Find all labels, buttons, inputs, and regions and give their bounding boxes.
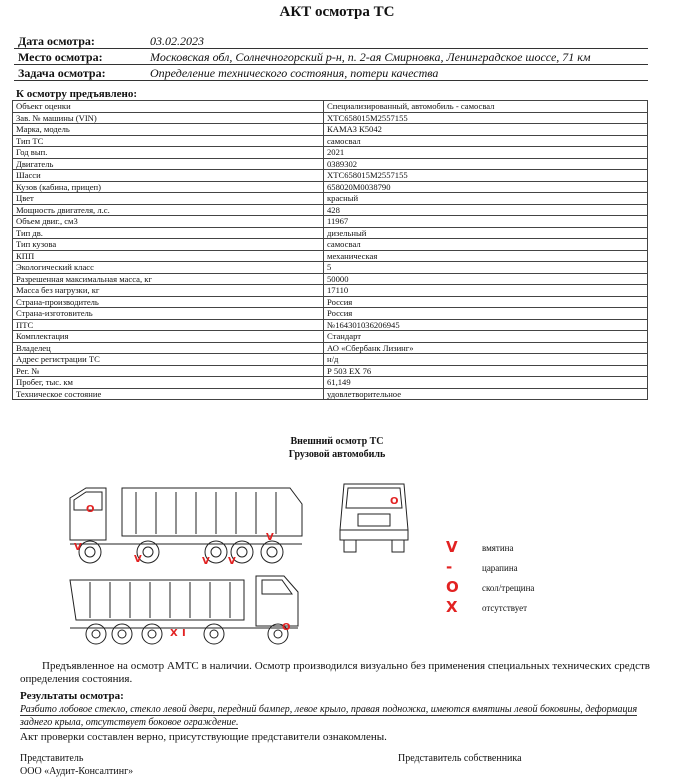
results-label: Результаты осмотра: bbox=[20, 690, 124, 702]
table-row bbox=[13, 204, 648, 216]
mark-chip: O bbox=[390, 496, 399, 507]
property-name: Зав. № машины (VIN) bbox=[13, 112, 324, 124]
property-name: Владелец bbox=[13, 342, 324, 354]
property-name: Тип кузова bbox=[13, 239, 324, 251]
property-name: Масса без нагрузки, кг bbox=[13, 285, 324, 297]
intro-paragraph: Предъявленное на осмотр АМТС в наличии. Осмотр производился визуально без применения специальных технических средств определения состояния. bbox=[20, 660, 650, 685]
table-row bbox=[13, 227, 648, 239]
property-value: XTC658015M2557155 bbox=[324, 112, 648, 124]
table-row bbox=[13, 170, 648, 182]
header-value: Определение технического состояния, потери качества bbox=[150, 66, 439, 80]
property-value: 2021 bbox=[324, 147, 648, 159]
header-row bbox=[14, 34, 648, 49]
header-label: Место осмотра: bbox=[18, 50, 103, 64]
property-name: Страна-изготовитель bbox=[13, 308, 324, 320]
mark-dent: V bbox=[266, 532, 274, 543]
property-value: 17110 bbox=[324, 285, 648, 297]
property-value: Специализированный, автомобиль - самосвал bbox=[324, 101, 648, 113]
sign-left-title: Представитель bbox=[20, 753, 84, 764]
legend-symbol: O bbox=[446, 578, 459, 596]
sign-right-title: Представитель собственника bbox=[398, 753, 522, 764]
property-value: №164301036206945 bbox=[324, 319, 648, 331]
property-value: Стандарт bbox=[324, 331, 648, 343]
table-row bbox=[13, 250, 648, 262]
mark-dent: I bbox=[182, 628, 186, 639]
property-name: Рег. № bbox=[13, 365, 324, 377]
properties-table bbox=[12, 100, 648, 400]
table-row bbox=[13, 239, 648, 251]
table-row bbox=[13, 135, 648, 147]
property-value: Россия bbox=[324, 308, 648, 320]
mark-chip: O bbox=[282, 622, 291, 633]
presented-label: К осмотру предъявлено: bbox=[16, 88, 138, 100]
property-value: н/д bbox=[324, 354, 648, 366]
property-value: 11967 bbox=[324, 216, 648, 228]
inspection-title: Внешний осмотр ТС bbox=[290, 436, 384, 447]
table-row bbox=[13, 308, 648, 320]
table-row bbox=[13, 216, 648, 228]
header-value: Московская обл, Солнечногорский р-н, п. 2-ая Смирновка, Ленинградское шоссе, 71 км bbox=[150, 50, 591, 64]
table-row bbox=[13, 112, 648, 124]
property-name: Год вып. bbox=[13, 147, 324, 159]
property-value: удовлетворительное bbox=[324, 388, 648, 400]
table-row bbox=[13, 296, 648, 308]
table-row bbox=[13, 377, 648, 389]
table-row bbox=[13, 147, 648, 159]
property-value: 658020M0038790 bbox=[324, 181, 648, 193]
legend-label: царапина bbox=[482, 563, 518, 573]
property-name: Цвет bbox=[13, 193, 324, 205]
header-row bbox=[14, 66, 648, 81]
property-value: 5 bbox=[324, 262, 648, 274]
truck-right-view bbox=[64, 572, 304, 650]
table-row bbox=[13, 365, 648, 377]
sign-left-org: ООО «Аудит-Консалтинг» bbox=[20, 766, 134, 777]
inspection-subtitle: Грузовой автомобиль bbox=[288, 449, 386, 460]
table-row bbox=[13, 101, 648, 113]
property-value: КАМАЗ К5042 bbox=[324, 124, 648, 136]
property-name: Пробег, тыс. км bbox=[13, 377, 324, 389]
table-row bbox=[13, 262, 648, 274]
property-value: самосвал bbox=[324, 239, 648, 251]
property-value: 0389302 bbox=[324, 158, 648, 170]
property-value: Россия bbox=[324, 296, 648, 308]
table-row bbox=[13, 331, 648, 343]
header-label: Дата осмотра: bbox=[18, 34, 95, 48]
property-name: КПП bbox=[13, 250, 324, 262]
table-row bbox=[13, 319, 648, 331]
table-row bbox=[13, 124, 648, 136]
property-name: Мощность двигателя, л.с. bbox=[13, 204, 324, 216]
property-value: самосвал bbox=[324, 135, 648, 147]
property-name: Техническое состояние bbox=[13, 388, 324, 400]
legend-label: отсутствует bbox=[482, 603, 528, 613]
property-name: Адрес регистрации ТС bbox=[13, 354, 324, 366]
legend-symbol: X bbox=[446, 598, 458, 616]
document-title: АКТ осмотра ТС bbox=[279, 4, 395, 20]
legend-label: вмятина bbox=[482, 543, 514, 553]
mark-dent: V bbox=[134, 554, 142, 565]
mark-chip: O bbox=[86, 504, 95, 515]
legend-symbol: V bbox=[446, 538, 458, 556]
table-row bbox=[13, 181, 648, 193]
mark-missing: X bbox=[170, 628, 178, 639]
property-name: Тип ТС bbox=[13, 135, 324, 147]
truck-front-view bbox=[334, 478, 414, 554]
property-name: Комплектация bbox=[13, 331, 324, 343]
property-value: XTC658015M2557155 bbox=[324, 170, 648, 182]
table-row bbox=[13, 388, 648, 400]
table-row bbox=[13, 285, 648, 297]
property-value: АО «Сбербанк Лизинг» bbox=[324, 342, 648, 354]
property-value: 61,149 bbox=[324, 377, 648, 389]
truck-left-view bbox=[66, 478, 306, 570]
property-value: 428 bbox=[324, 204, 648, 216]
property-name: Двигатель bbox=[13, 158, 324, 170]
mark-dent: V bbox=[74, 542, 82, 553]
results-text: Разбито лобовое стекло, стекло левой двери, передний бампер, левое крыло, правая подножка, имеются вмятины левой боковины, деформация заднего крыла, отсутствует боковое ограждение. bbox=[20, 704, 638, 728]
property-value: 50000 bbox=[324, 273, 648, 285]
property-value: механическая bbox=[324, 250, 648, 262]
property-name: Шасси bbox=[13, 170, 324, 182]
property-value: красный bbox=[324, 193, 648, 205]
header-value: 03.02.2023 bbox=[150, 34, 204, 48]
property-name: Тип дв. bbox=[13, 227, 324, 239]
property-name: Объем двиг., см3 bbox=[13, 216, 324, 228]
table-row bbox=[13, 158, 648, 170]
property-name: Марка, модель bbox=[13, 124, 324, 136]
property-value: дизельный bbox=[324, 227, 648, 239]
property-name: Экологический класс bbox=[13, 262, 324, 274]
property-name: Разрешенная максимальная масса, кг bbox=[13, 273, 324, 285]
mark-dent: V bbox=[228, 556, 236, 567]
property-name: Объект оценки bbox=[13, 101, 324, 113]
header-label: Задача осмотра: bbox=[18, 66, 106, 80]
confirmation-text: Акт проверки составлен верно, присутствующие представители ознакомлены. bbox=[20, 731, 387, 743]
legend-symbol: - bbox=[446, 558, 453, 576]
mark-dent: V bbox=[202, 556, 210, 567]
table-row bbox=[13, 354, 648, 366]
legend-label: скол/трещина bbox=[482, 583, 535, 593]
table-row bbox=[13, 342, 648, 354]
table-row bbox=[13, 193, 648, 205]
property-name: ПТС bbox=[13, 319, 324, 331]
table-row bbox=[13, 273, 648, 285]
property-name: Страна-производитель bbox=[13, 296, 324, 308]
header-row bbox=[14, 50, 648, 65]
property-name: Кузов (кабина, прицеп) bbox=[13, 181, 324, 193]
property-value: Р 503 ЕХ 76 bbox=[324, 365, 648, 377]
